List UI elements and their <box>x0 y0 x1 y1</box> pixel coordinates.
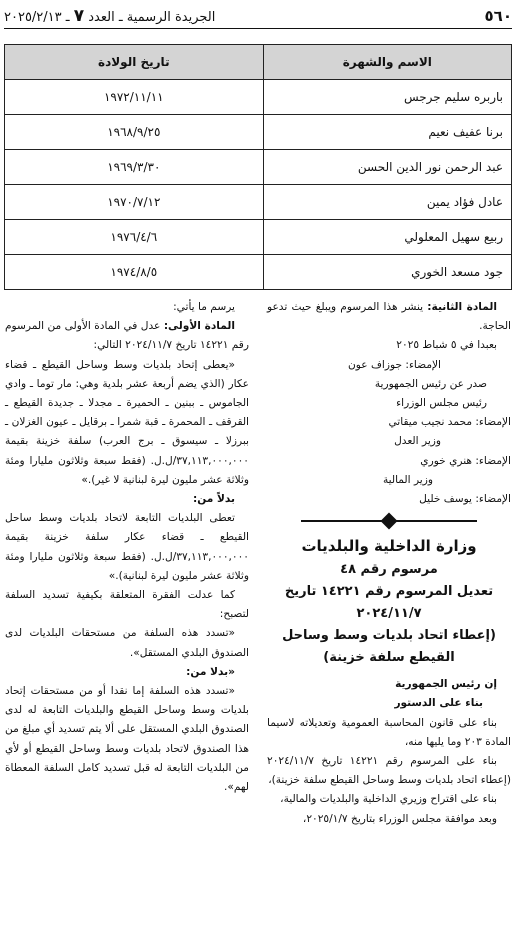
name-cell: باربره سليم جرجس <box>263 80 511 115</box>
basis-3: بناء على اقتراح وزيري الداخلية والبلديات والمالية، <box>280 793 497 806</box>
quote-old-text: تعطى البلديات التابعة لاتحاد بلديات وسط ساحل القيطع ـ قضاء عكار سلفة خزينة بقيمة ٣٧,١١٣,٠٠٠,٠٠٠/ل.ل. (فقط سبعة وثلاثون مليارا ومئة وثلاثة عشر مليون ليرة لبنانية).» <box>5 512 249 582</box>
instead-of-label-2: «بدلا من: <box>186 665 235 678</box>
article-one <box>5 317 249 355</box>
dob-cell: ١٩٦٩/٣/٣٠ <box>5 150 264 185</box>
finance-title: وزير المالية <box>382 473 433 486</box>
name-cell: عبد الرحمن نور الدين الحسن <box>263 150 511 185</box>
ministry-title: وزارة الداخلية والبلديات <box>301 537 477 556</box>
pm-title: رئيس مجلس الوزراء <box>396 397 487 410</box>
decrees-line: يرسم ما يأتي: <box>173 301 235 313</box>
article-two <box>267 298 511 336</box>
diamond-ornament-icon <box>381 513 398 530</box>
table-row <box>5 115 512 150</box>
table-row <box>5 255 512 290</box>
section-divider <box>301 515 477 527</box>
basis-4: وبعد موافقة مجلس الوزراء بتاريخ ٢٠٢٥/١/٧، <box>302 812 497 825</box>
president-line: إن رئيس الجمهورية <box>395 678 497 691</box>
table-row <box>5 150 512 185</box>
dated-line: بعبدا في ٥ شباط ٢٠٢٥ <box>396 339 497 352</box>
name-cell: برنا عفيف نعيم <box>263 115 511 150</box>
basis-2: بناء على المرسوم رقم ١٤٢٢١ تاريخ ٢٠٢٤/١١/٧ (إعطاء اتحاد بلديات وسط وساحل القيطع سلفة خزينة)، <box>267 755 511 787</box>
name-cell: ربيع سهيل المعلولي <box>263 220 511 255</box>
article-one-text: عدل في المادة الأولى من المرسوم رقم ١٤٢٢١ تاريخ ٢٠٢٤/١١/٧ التالي: <box>5 320 249 352</box>
article-one-title: المادة الأولى: <box>163 320 235 333</box>
justice-title: وزير العدل <box>394 435 441 448</box>
quote-repayment-old: «تسدد هذه السلفة إما نقدا أو من مستحقات إتحاد بلديات وسط وساحل القيطع والبلديات التابعة له لدى الصندوق البلدي المستقل على ألا يتم تسديد أي مبلغ من هذا الصندوق لاتحاد بلديات وسط وساحل القيطع أو لأي من البلديات التابعة له قبل تسديد كامل السلفة المعطاة لهم». <box>5 685 249 794</box>
column-header-dob: تاريخ الولادة <box>5 45 264 80</box>
table-header-row <box>5 45 512 80</box>
quote-repayment-new: «تسدد هذه السلفة من مستحقات البلديات لدى الصندوق البلدي المستقل». <box>5 627 249 659</box>
amendment-intro: كما عدلت الفقرة المتعلقة بكيفية تسديد السلفة لتصبح: <box>5 589 249 621</box>
signature-president: الإمضاء: جوزاف عون <box>348 358 441 371</box>
names-table <box>4 44 512 290</box>
signature-pm: الإمضاء: محمد نجيب ميقاتي <box>388 416 511 429</box>
gazette-title <box>4 6 215 28</box>
signature-finance: الإمضاء: يوسف خليل <box>419 493 511 506</box>
decree-number: مرسوم رقم ٤٨ <box>340 562 438 578</box>
dob-cell: ١٩٧٦/٤/٦ <box>5 220 264 255</box>
issued-by: صدر عن رئيس الجمهورية <box>374 377 487 390</box>
decree-subject: تعديل المرسوم رقم ١٤٢٢١ تاريخ ٢٠٢٤/١١/٧ <box>284 584 494 622</box>
name-cell: جود مسعد الخوري <box>263 255 511 290</box>
article-two-text: ينشر هذا المرسوم ويبلغ حيث تدعو الحاجة. <box>267 301 511 333</box>
issue-number: ٧ <box>73 6 85 26</box>
decree-subject-detail: (إعطاء اتحاد بلديات وسط وساحل القيطع سلفة خزينة) <box>282 628 496 666</box>
table-row <box>5 185 512 220</box>
dob-cell: ١٩٧٢/١١/١١ <box>5 80 264 115</box>
page-header <box>4 6 512 29</box>
gazette-name: الجريدة الرسمية ـ العدد <box>88 10 216 25</box>
constitution-line: بناء على الدستور <box>394 697 483 710</box>
article-two-title: المادة الثانية: <box>427 301 497 313</box>
name-cell: عادل فؤاد يمين <box>263 185 511 220</box>
instead-of-label: بدلاً من: <box>192 493 235 506</box>
dob-cell: ١٩٧٠/٧/١٢ <box>5 185 264 220</box>
issue-date: ـ ٢٠٢٥/٢/١٣ <box>4 10 70 25</box>
page-number: ٥٦٠ <box>484 7 512 25</box>
left-column <box>5 298 249 797</box>
right-column <box>267 298 511 829</box>
table-row <box>5 80 512 115</box>
dob-cell: ١٩٦٨/٩/٢٥ <box>5 115 264 150</box>
table-row <box>5 220 512 255</box>
column-header-name: الاسم والشهرة <box>263 45 511 80</box>
dob-cell: ١٩٧٤/٨/٥ <box>5 255 264 290</box>
quote-new-text: «يعطى إتحاد بلديات وسط وساحل القيطع ـ قضاء عكار (الذي يضم أربعة عشر بلدية وهي: مار توما ـ وادي الجاموس ـ ببنين ـ الحميرة ـ مجدلا ـ جديدة القيطع ـ القرقف ـ المحمرة ـ قبة شمرا ـ برقايل ـ عيون الغزلان ـ ببرزلا ـ سيسوق ـ برج العرب) سلفة خزينة بقيمة ٣٧,١١٣,٠٠٠,٠٠٠/ل.ل. (فقط سبعة وثلاثون مليارا ومئة وثلاثة عشر مليون ليرة لبنانية لا غير).» <box>5 358 249 486</box>
basis-1: بناء على قانون المحاسبة العمومية وتعديلاته لاسيما المادة ٢٠٣ وما يليها منه، <box>267 716 511 748</box>
signature-justice: الإمضاء: هنري خوري <box>420 454 511 467</box>
